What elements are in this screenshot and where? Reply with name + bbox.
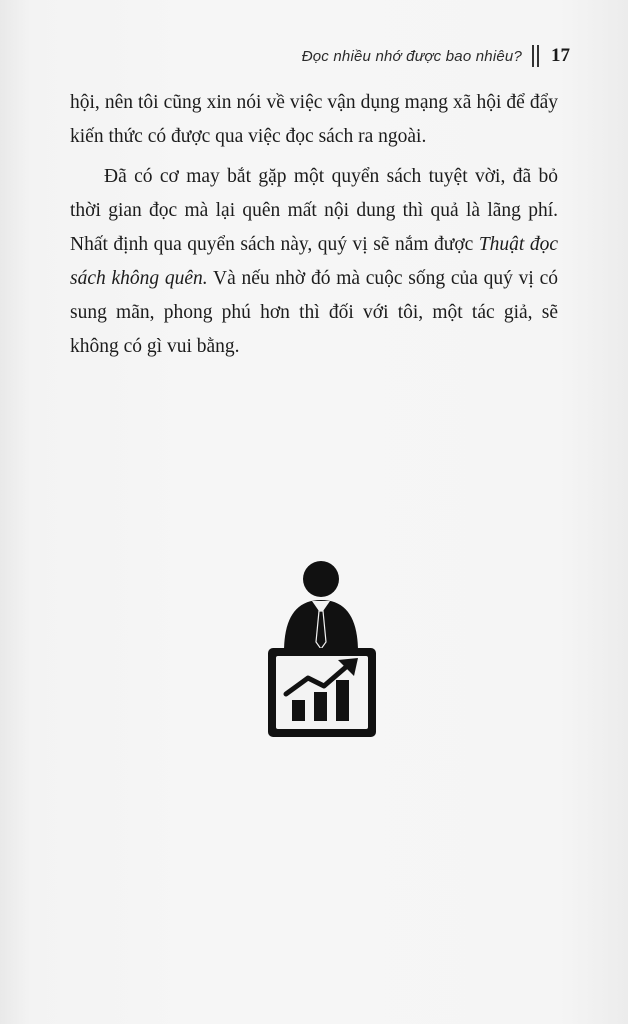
paragraph-2-text-a: Đã có cơ may bắt gặp một quyển sách tuyệt vời, đã bỏ thời gian đọc mà lại quên mất nội dung thì quả là lãng phí. Nhất định qua quyển sách này, quý vị sẽ nắm được — [70, 166, 558, 255]
presenter-with-growth-chart-icon — [266, 556, 378, 740]
paragraph-1: hội, nên tôi cũng xin nói về việc vận dụng mạng xã hội để đẩy kiến thức có được qua việc đọc sách ra ngoài. — [70, 92, 558, 147]
page-number: 17 — [551, 45, 570, 66]
running-header — [302, 42, 570, 70]
header-separator — [532, 44, 539, 68]
running-title: Đọc nhiều nhớ được bao nhiêu? — [301, 47, 522, 65]
paragraph-2 — [70, 160, 558, 364]
book-title-italic: Thuật đọc sách không quên. — [70, 234, 558, 289]
paragraph-2-text-b: Và nếu nhờ đó mà cuộc sống của quý vị có sung mãn, phong phú hơn thì đối với tôi, một tác giả, sẽ không có gì vui bằng. — [70, 268, 558, 357]
